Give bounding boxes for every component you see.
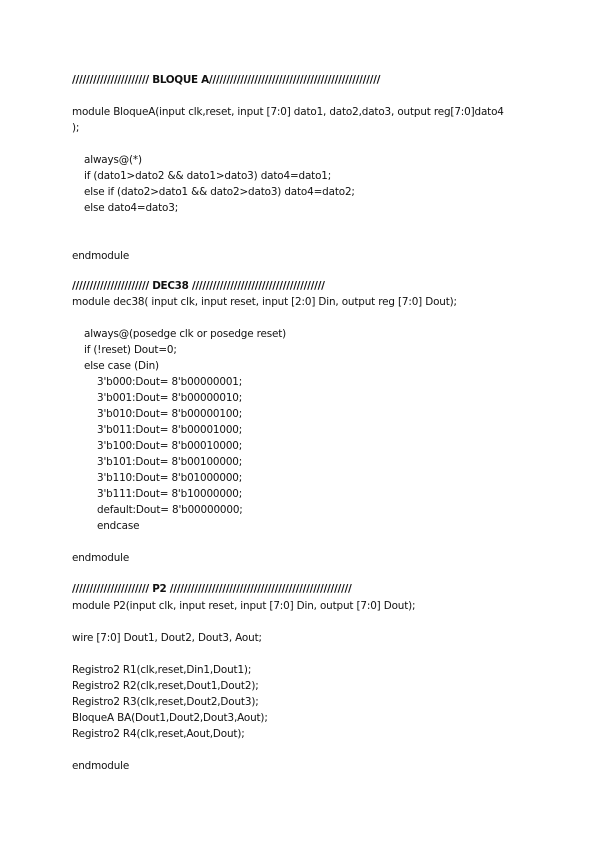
code-line: ); <box>72 122 80 134</box>
code-line: module BloqueA(input clk,reset, input [7:0] dato1, dato2,dato3, output reg[7:0]dato4 <box>72 106 504 118</box>
code-line: if (dato1>dato2 && dato1>dato3) dato4=dato1; <box>84 170 332 182</box>
code-line: else if (dato2>dato1 && dato2>dato3) dato4=dato2; <box>84 186 355 198</box>
code-line: if (!reset) Dout=0; <box>84 344 177 356</box>
code-line: module dec38( input clk, input reset, input [2:0] Din, output reg [7:0] Dout); <box>72 296 457 308</box>
code-line: endcase <box>97 520 140 532</box>
code-line: else case (Din) <box>84 360 159 372</box>
code-line: endmodule <box>72 760 130 772</box>
code-line: 3'b101:Dout= 8'b00100000; <box>97 456 243 468</box>
code-line: Registro2 R3(clk,reset,Dout2,Dout3); <box>72 696 259 708</box>
code-line: 3'b001:Dout= 8'b00000010; <box>97 392 243 404</box>
code-line: 3'b100:Dout= 8'b00010000; <box>97 440 243 452</box>
code-line: 3'b000:Dout= 8'b00000001; <box>97 376 243 388</box>
code-line: always@(*) <box>84 154 142 166</box>
code-line: 3'b010:Dout= 8'b00000100; <box>97 408 243 420</box>
code-line: module P2(input clk, input reset, input [7:0] Din, output [7:0] Dout); <box>72 600 416 612</box>
code-line: Registro2 R1(clk,reset,Din1,Dout1); <box>72 664 252 676</box>
code-line: wire [7:0] Dout1, Dout2, Dout3, Aout; <box>72 632 262 644</box>
section-header-p2: ////////////////////// P2 //////////////////////////////////////////////////// <box>72 583 352 595</box>
section-header-dec38: ////////////////////// DEC38 ////////////////////////////////////// <box>72 280 325 292</box>
code-line: BloqueA BA(Dout1,Dout2,Dout3,Aout); <box>72 712 268 724</box>
code-line: Registro2 R2(clk,reset,Dout1,Dout2); <box>72 680 259 692</box>
code-line: endmodule <box>72 552 130 564</box>
code-line: endmodule <box>72 250 130 262</box>
code-line: 3'b111:Dout= 8'b10000000; <box>97 488 243 500</box>
section-header-bloque-a: ////////////////////// BLOQUE A///////////////////////////////////////////////// <box>72 74 381 86</box>
code-line: always@(posedge clk or posedge reset) <box>84 328 287 340</box>
code-line: 3'b110:Dout= 8'b01000000; <box>97 472 243 484</box>
code-line: default:Dout= 8'b00000000; <box>97 504 243 516</box>
code-line: Registro2 R4(clk,reset,Aout,Dout); <box>72 728 245 740</box>
code-line: else dato4=dato3; <box>84 202 179 214</box>
code-line: 3'b011:Dout= 8'b00001000; <box>97 424 243 436</box>
